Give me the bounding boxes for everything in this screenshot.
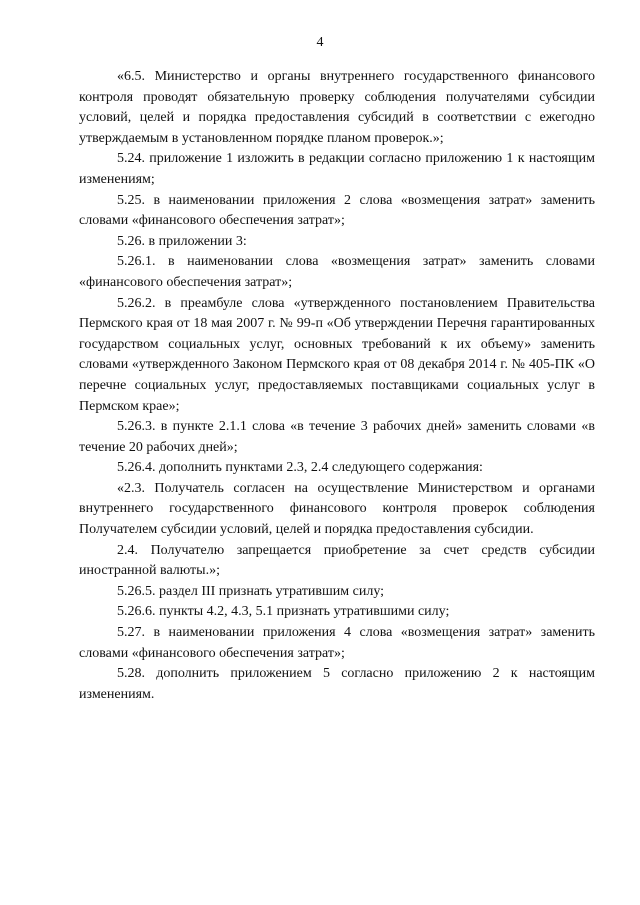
paragraph-5-26-2: 5.26.2. в преамбуле слова «утвержденного постановлением Правительства Пермского края от 18 мая 2007 г. № 99-п «Об утверждении Перечня гарантированных государством социальных услуг, основных требований к их объему» заменить словами «утвержденного Законом Пермского края от 08 декабря 2014 г. № 405-ПК «О перечне социальных услуг, предоставляемых поставщиками социальных услуг в Пермском крае»; (79, 295, 595, 414)
paragraph-5-26-5: 5.26.5. раздел III признать утратившим силу; (117, 583, 385, 599)
paragraph-5-26-1: 5.26.1. в наименовании слова «возмещения затрат» заменить словами «финансового обеспечения затрат»; (79, 254, 595, 290)
paragraph-5-27: 5.27. в наименовании приложения 4 слова «возмещения затрат» заменить словами «финансового обеспечения затрат»; (79, 625, 595, 661)
paragraph-5-26: 5.26. в приложении 3: (117, 233, 247, 249)
paragraph-5-24: 5.24. приложение 1 изложить в редакции согласно приложению 1 к настоящим изменениям; (79, 151, 595, 187)
paragraph-5-26-4: 5.26.4. дополнить пунктами 2.3, 2.4 следующего содержания: (117, 460, 483, 476)
paragraph-5-28: 5.28. дополнить приложением 5 согласно приложению 2 к настоящим изменениям. (79, 666, 595, 702)
paragraph-5-26-6: 5.26.6. пункты 4.2, 4.3, 5.1 признать утратившими силу; (117, 604, 450, 620)
paragraph-5-26-3: 5.26.3. в пункте 2.1.1 слова «в течение 3 рабочих дней» заменить словами «в течение 20 рабочих дней»; (79, 419, 595, 455)
paragraph-5-25: 5.25. в наименовании приложения 2 слова «возмещения затрат» заменить словами «финансового обеспечения затрат»; (79, 192, 595, 229)
document-body (79, 67, 595, 705)
paragraph-2-4: 2.4. Получателю запрещается приобретение за счет средств субсидии иностранной валюты.»; (79, 542, 595, 579)
paragraph-6-5: «6.5. Министерство и органы внутреннего государственного финансового контроля проводят обязательную проверку соблюдения получателями субсидии условий, целей и порядка предоставления субсидий в соответствии с ежегодно утверждаемым в установленном порядке планом проверок.»; (79, 69, 595, 146)
paragraph-2-3: «2.3. Получатель согласен на осуществление Министерством и органами внутреннего государственного финансового контроля проверок соблюдения Получателем субсидии условий, целей и порядка предоставления субсидии. (79, 480, 595, 538)
page-number: 4 (316, 35, 324, 50)
